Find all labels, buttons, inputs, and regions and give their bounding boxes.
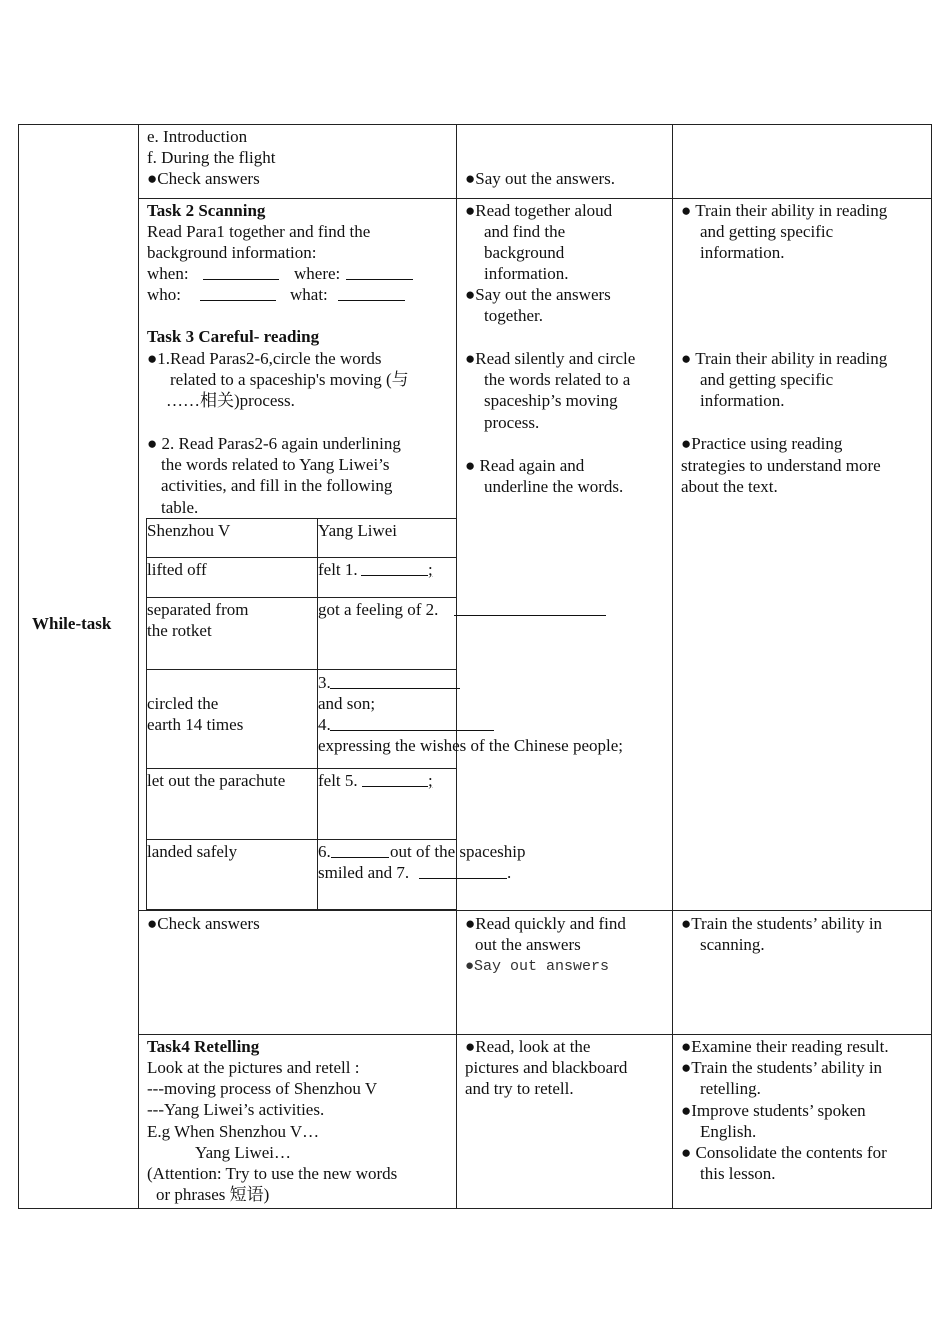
text-line: (Attention: Try to use the new words [147, 1164, 398, 1183]
text-line: ●Read, look at the [465, 1037, 591, 1056]
where-blank [346, 265, 413, 280]
inner-row-line [146, 557, 456, 558]
task3-title: Task 3 Careful- reading [147, 327, 320, 346]
text-line: together. [484, 306, 544, 325]
header-yang-liwei: Yang Liwei [318, 521, 398, 540]
text-line: out the answers [475, 935, 581, 954]
table-cell: 4. [318, 715, 331, 734]
text-line: ●Improve students’ spoken [681, 1101, 866, 1120]
text-line: ●Practice using reading [681, 434, 843, 453]
col-divider-3 [672, 124, 673, 1209]
text-line: spaceship’s moving [484, 391, 618, 410]
text-line: and getting specific [700, 222, 834, 241]
text-line: ●Examine their reading result. [681, 1037, 889, 1056]
text-line: ---Yang Liwei’s activities. [147, 1100, 325, 1119]
task4-title: Task4 Retelling [147, 1037, 260, 1056]
text-line: Yang Liwei… [195, 1143, 292, 1162]
text-line: or phrases 短语) [156, 1185, 270, 1204]
text-line: ……相关)process. [166, 391, 295, 410]
text-line: ● 2. Read Paras2-6 again underlining [147, 434, 401, 453]
text-line: the words related to a [484, 370, 631, 389]
inner-table-bottom [146, 909, 456, 910]
text-line: f. During the flight [147, 148, 276, 167]
inner-row-line [146, 669, 456, 670]
table-cell: felt 5. [318, 771, 358, 790]
text-line: information. [484, 264, 569, 283]
task2-title: Task 2 Scanning [147, 201, 266, 220]
text-line: information. [700, 391, 785, 410]
table-cell: expressing the wishes of the Chinese people; [318, 736, 623, 755]
text-line: ●Say out answers [465, 958, 610, 975]
row-divider-3 [138, 1034, 932, 1035]
table-top-border [18, 124, 932, 125]
text-line: ●Say out the answers [465, 285, 611, 304]
text-line: ● Consolidate the contents for [681, 1143, 887, 1162]
header-shenzhou: Shenzhou V [147, 521, 231, 540]
text-line: retelling. [700, 1079, 761, 1098]
text-line: Read Para1 together and find the [147, 222, 371, 241]
text-line: related to a spaceship's moving (与 [170, 370, 409, 389]
text-line: underline the words. [484, 477, 624, 496]
what-blank [338, 286, 405, 301]
blank-3 [330, 674, 460, 689]
text-line: Look at the pictures and retell : [147, 1058, 360, 1077]
text-line: process. [484, 413, 540, 432]
text-line: and find the [484, 222, 566, 241]
text-line: and try to retell. [465, 1079, 574, 1098]
text-line: information. [700, 243, 785, 262]
blank-4 [330, 716, 494, 731]
table-cell: 3. [318, 673, 331, 692]
table-cell: the rotket [147, 621, 212, 640]
text-line: background information: [147, 243, 317, 262]
table-cell: let out the parachute [147, 771, 286, 790]
inner-row-line [146, 597, 456, 598]
text-line: English. [700, 1122, 757, 1141]
inner-table-top [146, 518, 456, 519]
table-cell: . [507, 863, 512, 882]
who-label: who: [147, 285, 181, 304]
table-cell: separated from [147, 600, 249, 619]
table-cell: felt 1. [318, 560, 358, 579]
text-line: and getting specific [700, 370, 834, 389]
text-line: ●1.Read Paras2-6,circle the words [147, 349, 382, 368]
table-cell: ; [428, 560, 433, 579]
text-line: about the text. [681, 477, 778, 496]
text-line: activities, and fill in the following [161, 476, 393, 495]
text-line: e. Introduction [147, 127, 248, 146]
text-line: ●Check answers [147, 169, 260, 188]
table-cell: and son; [318, 694, 376, 713]
inner-row-line [146, 768, 456, 769]
blank-2 [454, 601, 606, 616]
stage-label: While-task [32, 614, 112, 633]
col-divider-1 [138, 124, 139, 1209]
where-label: where: [294, 264, 341, 283]
text-line: this lesson. [700, 1164, 776, 1183]
table-cell: ; [428, 771, 433, 790]
text-line: E.g When Shenzhou V… [147, 1122, 320, 1141]
table-cell: landed safely [147, 842, 238, 861]
table-cell: earth 14 times [147, 715, 244, 734]
table-cell: 6. [318, 842, 331, 861]
row-divider-1 [138, 198, 932, 199]
table-cell: out of the spaceship [390, 842, 526, 861]
text-line: ●Check answers [147, 914, 260, 933]
text-line: ---moving process of Shenzhou V [147, 1079, 378, 1098]
text-line: ●Train the students’ ability in [681, 1058, 883, 1077]
table-cell: got a feeling of 2. [318, 600, 439, 619]
text-line: ● Train their ability in reading [681, 201, 888, 220]
table-right-border [931, 124, 932, 1209]
text-line: ●Read together aloud [465, 201, 613, 220]
table-cell: lifted off [147, 560, 207, 579]
text-line: background [484, 243, 565, 262]
when-label: when: [147, 264, 189, 283]
text-line: scanning. [700, 935, 765, 954]
row-divider-2 [138, 910, 932, 911]
what-label: what: [290, 285, 328, 304]
blank-1 [361, 561, 428, 576]
text-line: the words related to Yang Liwei’s [161, 455, 390, 474]
when-blank [203, 265, 279, 280]
blank-7 [419, 864, 507, 879]
inner-row-line [146, 839, 456, 840]
blank-5 [362, 772, 428, 787]
table-cell: circled the [147, 694, 219, 713]
text-line: ●Read silently and circle [465, 349, 636, 368]
text-line: ●Read quickly and find [465, 914, 626, 933]
blank-6 [331, 843, 389, 858]
text-line: table. [161, 498, 199, 517]
table-bottom-border [18, 1208, 932, 1209]
who-blank [200, 286, 276, 301]
text-line: ● Read again and [465, 456, 585, 475]
text-line: ●Train the students’ ability in [681, 914, 883, 933]
text-line: ● Train their ability in reading [681, 349, 888, 368]
table-cell: smiled and 7. [318, 863, 410, 882]
text-line: pictures and blackboard [465, 1058, 628, 1077]
text-line: ●Say out the answers. [465, 169, 616, 188]
col-divider-2 [456, 124, 457, 1209]
table-left-border [18, 124, 19, 1209]
text-line: strategies to understand more [681, 456, 881, 475]
